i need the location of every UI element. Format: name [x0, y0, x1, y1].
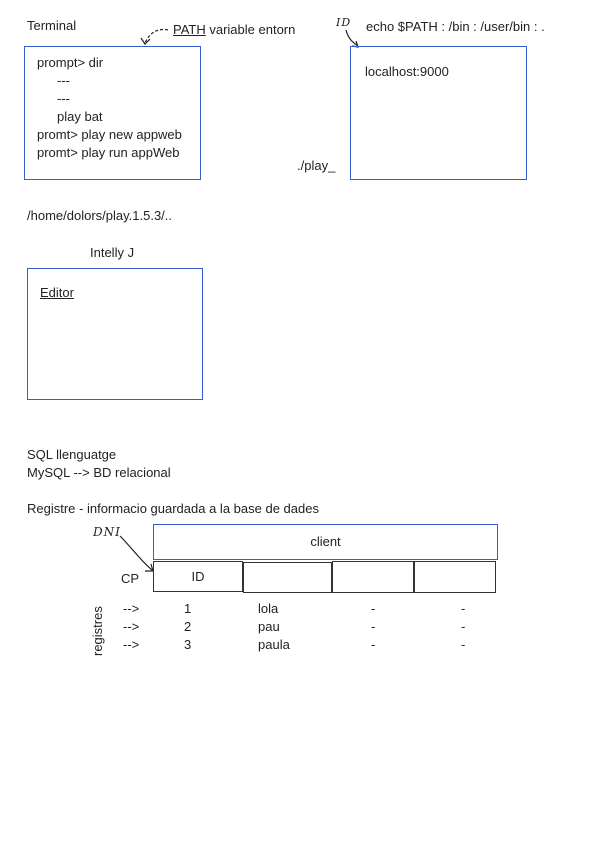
sql-line-1: SQL llenguatge: [27, 447, 117, 462]
row-1-c3: -: [371, 601, 376, 616]
browser-window[interactable]: [350, 46, 527, 180]
terminal-line-5: promt> play new appweb: [37, 127, 182, 142]
terminal-title: Terminal: [27, 18, 77, 33]
path-annotation-rest: variable entorn: [205, 22, 296, 37]
registres-side-label: registres: [90, 606, 105, 656]
row-3-name: paula: [258, 637, 290, 652]
row-1-name: lola: [258, 601, 279, 616]
row-3-id: 3: [184, 637, 192, 652]
terminal-line-4: play bat: [57, 109, 103, 124]
table-title-cell: [153, 524, 498, 560]
terminal-line-2: ---: [57, 73, 70, 88]
row-3-c3: -: [371, 637, 376, 652]
sql-line-2: MySQL --> BD relacional: [27, 465, 171, 480]
cp-label: CP: [121, 571, 140, 586]
play-label: ./play_: [297, 158, 336, 173]
terminal-line-3: ---: [57, 91, 70, 106]
row-1-arrow: -->: [123, 601, 140, 616]
row-2-id: 2: [184, 619, 192, 634]
terminal-line-1: prompt> dir: [37, 55, 104, 70]
table-title: client: [310, 534, 341, 549]
terminal-window[interactable]: [24, 46, 201, 180]
home-path: /home/dolors/play.1.5.3/..: [27, 208, 173, 223]
row-2-c4: -: [461, 619, 466, 634]
intellij-title: Intelly J: [90, 245, 135, 260]
row-1-id: 1: [184, 601, 192, 616]
dni-mark: DNI: [93, 525, 121, 539]
header-id-label: ID: [191, 569, 205, 584]
browser-address: localhost:9000: [365, 64, 449, 79]
header-cell-id: [153, 561, 243, 592]
id-mark: ID: [336, 16, 352, 29]
editor-window[interactable]: [27, 268, 203, 400]
header-cell-3: [332, 561, 414, 593]
registre-heading: Registre - informacio guardada a la base de dades: [27, 501, 319, 516]
row-3-c4: -: [461, 637, 466, 652]
header-cell-4: [414, 561, 496, 593]
row-2-name: pau: [258, 619, 280, 634]
path-annotation-path: PATH: [173, 22, 206, 37]
row-2-c3: -: [371, 619, 376, 634]
header-cell-2: [243, 562, 332, 593]
row-2-arrow: -->: [123, 619, 140, 634]
echo-path-text: echo $PATH : /bin : /user/bin : .: [366, 19, 545, 34]
editor-label: Editor: [40, 285, 74, 300]
row-3-arrow: -->: [123, 637, 140, 652]
terminal-line-6: promt> play run appWeb: [37, 145, 180, 160]
row-1-c4: -: [461, 601, 466, 616]
